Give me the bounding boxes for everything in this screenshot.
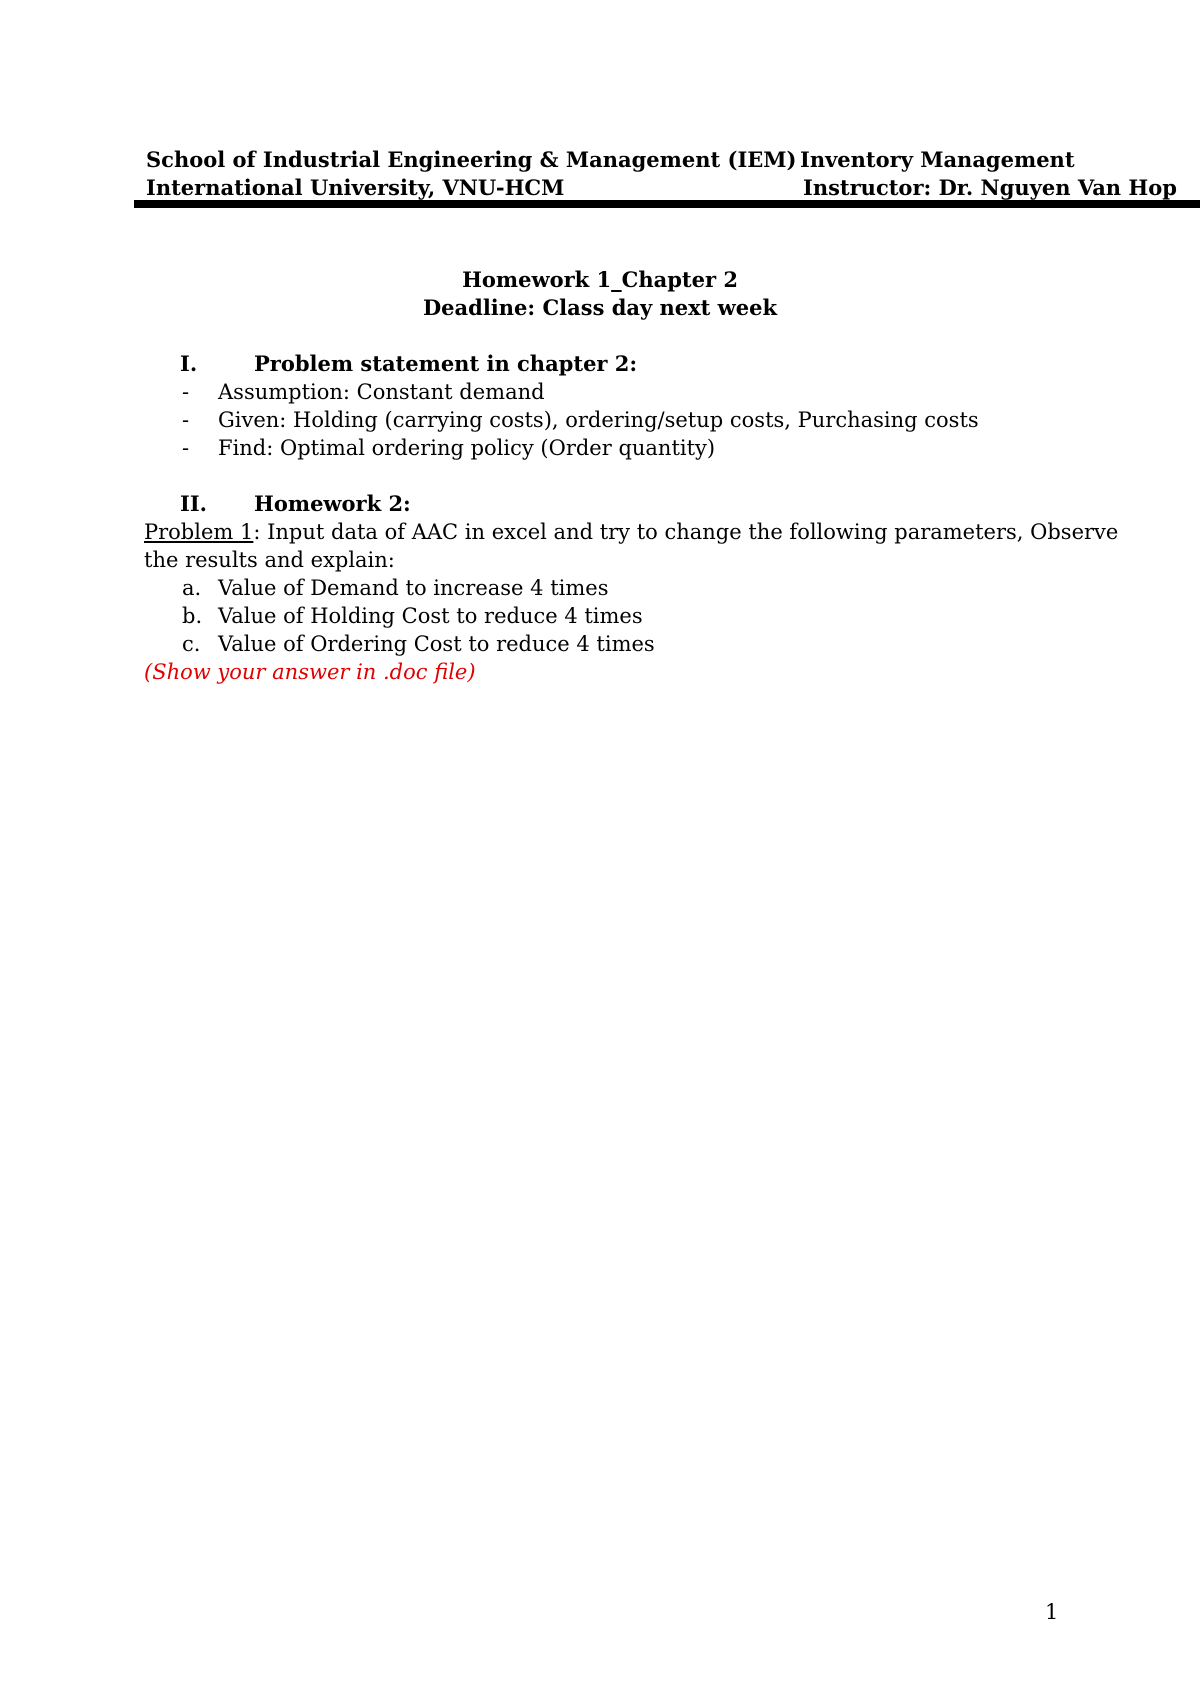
bullet-mark: - [182, 408, 190, 432]
course-name: Inventory Management [800, 147, 1075, 172]
item-text: Value of Holding Cost to reduce 4 times [218, 604, 643, 628]
section-2-title: Homework 2: [254, 491, 411, 516]
bullet-text: Assumption: Constant demand [218, 380, 545, 404]
item-marker: c. [182, 632, 201, 656]
homework-title: Homework 1_Chapter 2 [462, 267, 738, 292]
item-text: Value of Demand to increase 4 times [218, 576, 609, 600]
bullet-mark: - [182, 380, 190, 404]
university-name: International University, VNU-HCM [146, 175, 565, 200]
bullet-text: Find: Optimal ordering policy (Order quantity) [218, 436, 716, 460]
page-header [146, 146, 1177, 202]
problem-text: : Input data of AAC in excel and try to change the following parameters, Observe [253, 520, 1119, 544]
section-2-number: II. [180, 491, 207, 516]
page-number: 1 [1045, 1600, 1059, 1624]
problem-statement-line-1 [144, 518, 1118, 546]
header-rule [134, 200, 1200, 208]
item-marker: b. [182, 604, 203, 628]
problem-label: Problem 1 [144, 520, 254, 544]
deadline-line: Deadline: Class day next week [422, 295, 778, 320]
school-name: School of Industrial Engineering & Management (IEM) [146, 147, 797, 172]
instructor-name: Instructor: Dr. Nguyen Van Hop [803, 175, 1177, 200]
answer-note: (Show your answer in .doc file) [144, 660, 476, 684]
item-marker: a. [182, 576, 202, 600]
section-1-title: Problem statement in chapter 2: [254, 351, 638, 376]
section-1-number: I. [180, 351, 198, 376]
bullet-text: Given: Holding (carrying costs), ordering/setup costs, Purchasing costs [218, 408, 979, 432]
bullet-mark: - [182, 436, 190, 460]
problem-statement-line-2: the results and explain: [144, 548, 395, 572]
item-text: Value of Ordering Cost to reduce 4 times [218, 632, 655, 656]
